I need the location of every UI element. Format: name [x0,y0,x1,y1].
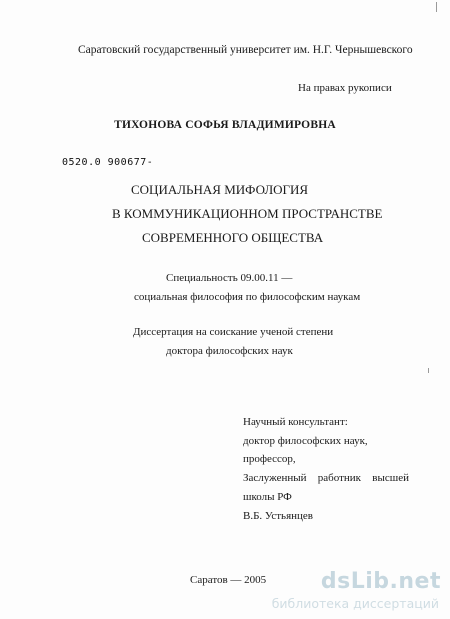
advisor-degree: доктор философских наук, [243,435,368,447]
specialty-line-1: Специальность 09.00.11 — [166,272,293,284]
university-name: Саратовский государственный университет им. Н.Г. Чернышевского [78,44,413,56]
dissertation-line-2: доктора философских наук [166,345,293,357]
advisor-honor-line-2: школы РФ [243,491,292,503]
advisor-label: Научный консультант: [243,416,348,428]
advisor-rank: профессор, [243,453,296,465]
specialty-line-2: социальная философия по философским наукам [134,291,361,303]
advisor-name: В.Б. Устьянцев [243,510,313,522]
library-stamp-number: 0520.0 900677- [62,157,154,168]
watermark-subtitle: библиотека диссертаций [271,596,439,611]
manuscript-rights: На правах рукописи [298,82,392,94]
advisor-honor-word-1: Заслуженный [243,472,307,484]
title-line-2: В КОММУНИКАЦИОННОМ ПРОСТРАНСТВЕ [112,206,383,221]
dissertation-line-1: Диссертация на соискание ученой степени [133,326,334,338]
scan-edge-mark-right [428,368,429,373]
advisor-honor-line-1 [243,472,409,485]
scan-edge-mark-top [436,2,437,12]
advisor-honor-word-2: работник [317,472,362,484]
title-line-1: СОЦИАЛЬНАЯ МИФОЛОГИЯ [131,182,309,197]
advisor-honor-word-3: высшей [372,472,409,484]
author-name: ТИХОНОВА СОФЬЯ ВЛАДИМИРОВНА [114,119,336,131]
title-line-3: СОВРЕМЕННОГО ОБЩЕСТВА [142,230,324,245]
watermark-logo [271,569,447,616]
watermark-site-name: dsLib.net [320,569,441,594]
city-year: Саратов — 2005 [190,574,267,586]
